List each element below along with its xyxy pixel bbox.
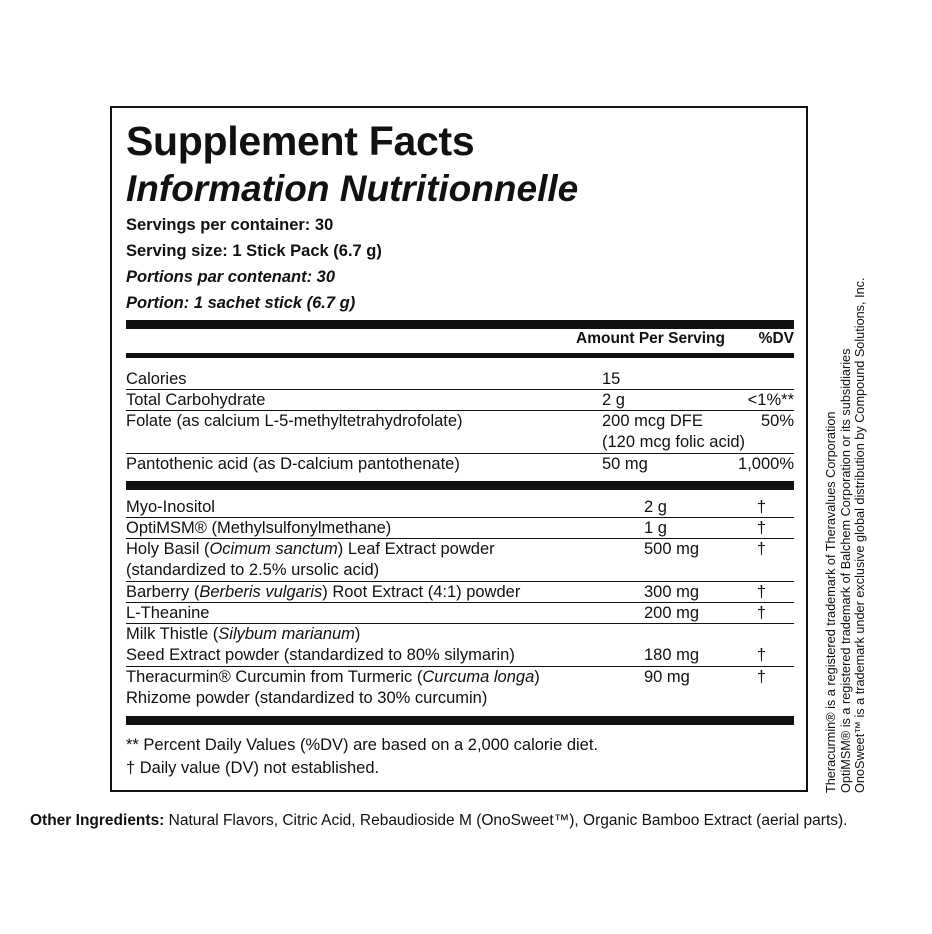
other-ingredients-label: Other Ingredients: [30, 812, 165, 829]
ingredient-amount: 180 mg [644, 646, 700, 664]
ingredient-row [126, 518, 794, 539]
ingredient-name: OptiMSM® (Methylsulfonylmethane) [126, 519, 392, 537]
portion: Portion: 1 sachet stick (6.7 g) [126, 294, 356, 312]
ingredient-name: Myo-Inositol [126, 498, 215, 516]
divider-thick [126, 320, 794, 329]
dv-header: %DV [758, 330, 794, 347]
divider-thick [126, 716, 794, 725]
nutrient-name: Pantothenic acid (as D-calcium pantothenate) [126, 455, 460, 473]
nutrient-amount: 50 mg [602, 455, 648, 473]
nutrient-name: Folate (as calcium L-5-methyltetrahydrofolate) [126, 412, 463, 430]
ingredient-row [126, 539, 794, 582]
nutrient-amount-note: (120 mcg folic acid) [602, 433, 746, 451]
nutrient-name: Calories [126, 370, 187, 388]
trademark-line: Theracurmin® is a registered trademark of Theravalues Corporation [824, 411, 838, 793]
dagger-mark: † [756, 519, 766, 537]
supplement-facts-panel [110, 106, 808, 792]
ingredient-name-line2: Rhizome powder (standardized to 30% curcumin) [126, 689, 488, 707]
other-ingredients-text: Natural Flavors, Citric Acid, Rebaudioside M (OnoSweet™), Organic Bamboo Extract (aerial parts). [164, 812, 848, 829]
ingredient-amount: 1 g [644, 519, 667, 537]
nutrient-row [126, 390, 794, 411]
serving-size: Serving size: 1 Stick Pack (6.7 g) [126, 242, 382, 260]
ingredient-name-line2: Seed Extract powder (standardized to 80% silymarin) [126, 646, 515, 664]
nutrient-dv: <1%** [747, 391, 794, 409]
ingredient-amount: 500 mg [644, 540, 700, 558]
nutrient-dv: 50% [760, 412, 794, 430]
ingredient-row [126, 497, 794, 518]
nutrient-row [126, 411, 794, 454]
facts-subtitle: Information Nutritionnelle [126, 168, 579, 209]
nutrient-dv: 1,000% [738, 455, 794, 473]
facts-title: Supplement Facts [126, 118, 475, 164]
amount-per-serving-header: Amount Per Serving [576, 330, 725, 347]
nutrient-row [126, 369, 794, 390]
other-ingredients [30, 812, 847, 830]
portions-par-contenant: Portions par contenant: 30 [126, 268, 336, 286]
dagger-mark: † [756, 540, 766, 558]
ingredient-name-line2: (standardized to 2.5% ursolic acid) [126, 561, 380, 579]
dagger-mark: † [756, 498, 766, 516]
ingredient-name: Theracurmin® Curcumin from Turmeric (Curcuma longa) [126, 668, 540, 686]
ingredient-amount: 90 mg [644, 668, 690, 686]
footnote-percent-dv: ** Percent Daily Values (%DV) are based on a 2,000 calorie diet. [126, 736, 599, 754]
nutrient-amount: 200 mcg DFE [602, 412, 703, 430]
nutrient-amount: 2 g [602, 391, 625, 409]
dagger-mark: † [756, 604, 766, 622]
trademark-line: OptiMSM® is a registered trademark of Balchem Corporation or its subsidiaries [838, 348, 853, 793]
ingredient-name: Milk Thistle (Silybum marianum) [126, 625, 361, 643]
servings-per-container: Servings per container: 30 [126, 216, 334, 234]
dagger-mark: † [756, 668, 766, 686]
ingredient-amount: 300 mg [644, 583, 700, 601]
dagger-mark: † [756, 583, 766, 601]
ingredient-name: Holy Basil (Ocimum sanctum) Leaf Extract powder [126, 540, 495, 558]
divider-thick [126, 481, 794, 490]
ingredient-row [126, 667, 794, 709]
trademark-notices [824, 213, 884, 793]
nutrient-name: Total Carbohydrate [126, 391, 266, 409]
footnote-dv-not-established: † Daily value (DV) not established. [126, 759, 380, 777]
ingredient-amount: 2 g [644, 498, 667, 516]
ingredient-row [126, 582, 794, 603]
ingredient-amount: 200 mg [644, 604, 700, 622]
ingredient-row [126, 603, 794, 624]
nutrient-row [126, 454, 794, 475]
dagger-mark: † [756, 646, 766, 664]
divider-medium [126, 353, 794, 358]
nutrient-amount: 15 [602, 370, 621, 388]
ingredient-name: L-Theanine [126, 604, 210, 622]
ingredient-row [126, 624, 794, 667]
ingredient-name: Barberry (Berberis vulgaris) Root Extract (4:1) powder [126, 583, 521, 601]
trademark-line: OnoSweet™ is a trademark under exclusive global distribution by Compound Solutions, Inc. [853, 277, 867, 793]
